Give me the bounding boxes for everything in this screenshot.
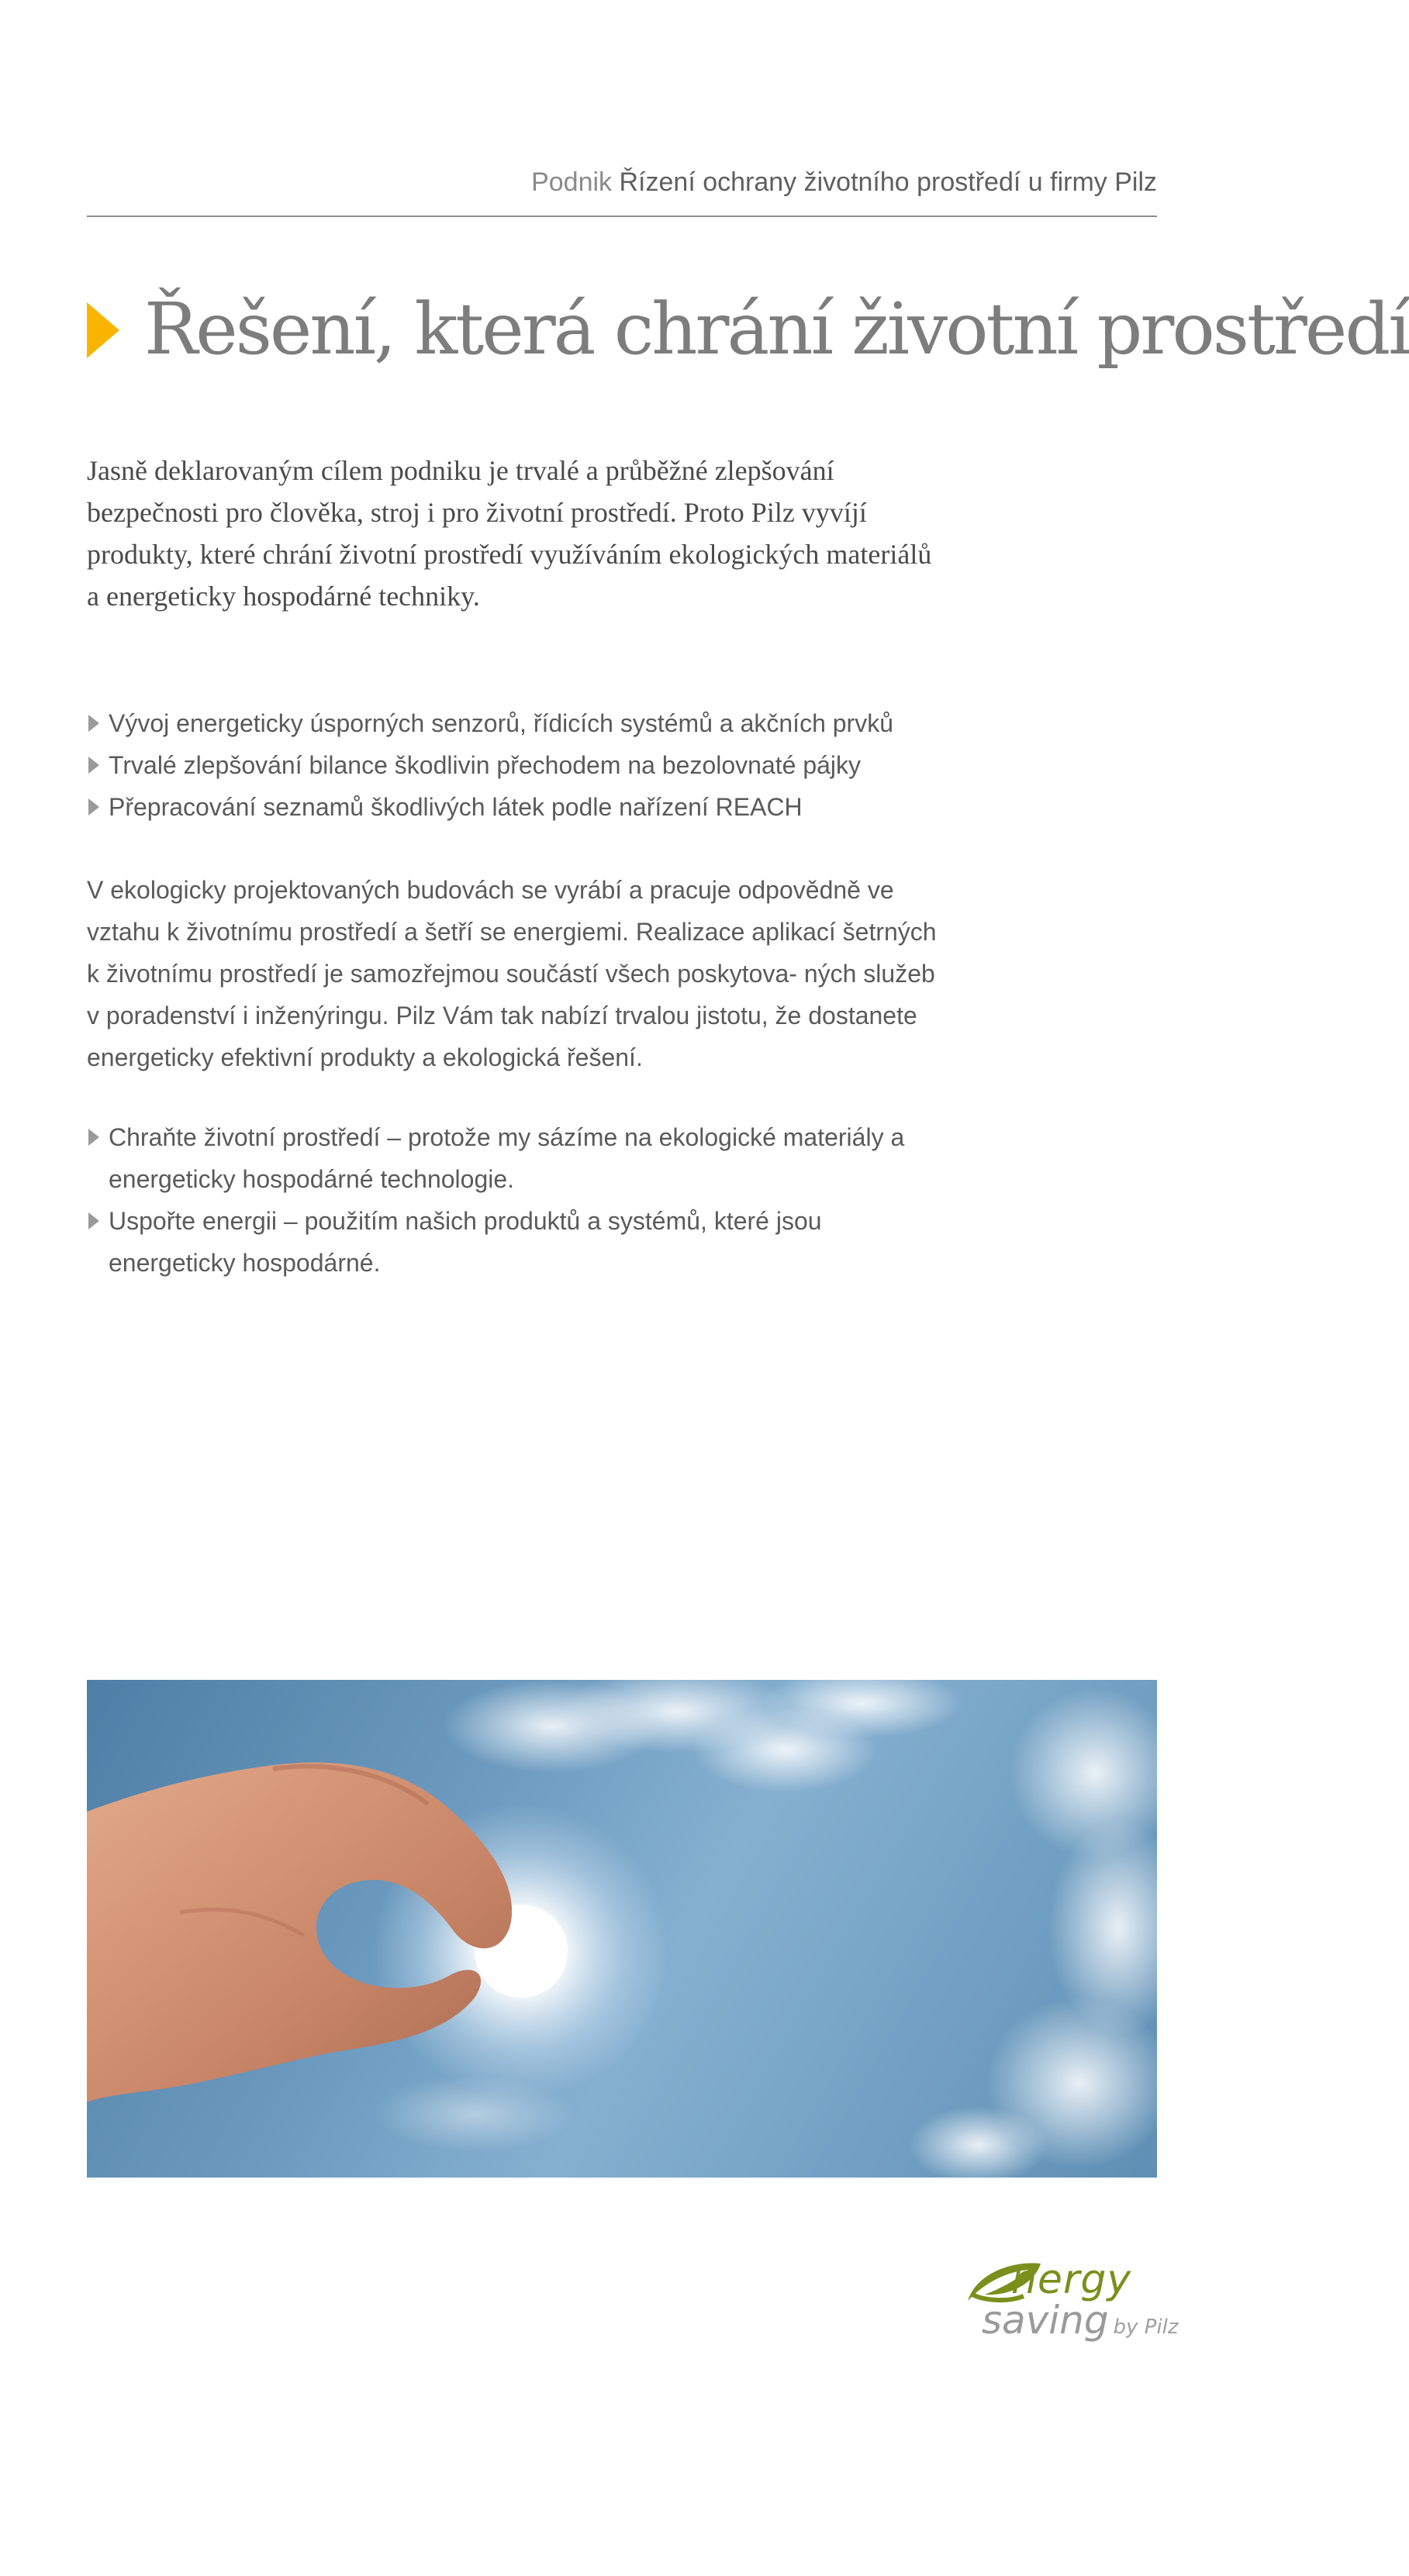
list-item bbox=[87, 1200, 955, 1284]
list-item bbox=[87, 786, 955, 828]
list-item-text: Uspořte energii – použitím našich produktů a systémů, které jsou energeticky hospodárné. bbox=[109, 1207, 822, 1277]
title-block bbox=[87, 279, 1409, 388]
header-section: Podnik bbox=[531, 167, 613, 197]
list-item bbox=[87, 702, 955, 744]
list-item bbox=[87, 1116, 955, 1200]
logo-word-saving bbox=[982, 2296, 1179, 2351]
header-divider bbox=[87, 216, 1157, 217]
bullet-arrow-icon bbox=[88, 798, 99, 816]
bullet-list-benefits bbox=[87, 1116, 955, 1284]
sky-illustration bbox=[87, 1680, 1157, 2178]
bullet-arrow-icon bbox=[88, 1129, 99, 1146]
list-item-text: Vývoj energeticky úsporných senzorů, řídicích systémů a akčních prvků bbox=[109, 709, 893, 737]
list-item-text: Přepracování seznamů škodlivých látek podle nařízení REACH bbox=[109, 793, 803, 821]
list-item bbox=[87, 744, 955, 786]
logo-word-energy: nergy bbox=[1011, 2257, 1132, 2303]
list-item-text: Chraňte životní prostředí – protože my sázíme na ekologické materiály a energeticky hospodárné technologie. bbox=[109, 1123, 905, 1193]
energy-saving-logo bbox=[962, 2256, 1186, 2357]
header-title: Řízení ochrany životního prostředí u firmy Pilz bbox=[619, 167, 1157, 197]
list-item-text: Trvalé zlepšování bilance škodlivin přechodem na bezolovnaté pájky bbox=[109, 751, 862, 779]
bullet-list-goals bbox=[87, 702, 955, 828]
title-arrow-icon bbox=[87, 302, 119, 358]
logo-saving-text: saving bbox=[982, 2298, 1109, 2343]
page-title: Řešení, která chrání životní prostředí bbox=[144, 288, 1409, 371]
logo-by-pilz: by Pilz bbox=[1113, 2316, 1179, 2339]
intro-paragraph: Jasně deklarovaným cílem podniku je trvalé a průběžné zlepšování bezpečnosti pro člověka, stroj i pro životní prostředí. Proto Pilz vyvíjí produkty, které chrání životní prostředí využíváním ekologických materiálů a energeticky hospodárné techniky. bbox=[87, 455, 932, 612]
bullet-arrow-icon bbox=[88, 1212, 99, 1229]
bullet-arrow-icon bbox=[88, 757, 99, 774]
hand-sun-photo bbox=[87, 1680, 1157, 2178]
page-header bbox=[87, 163, 1157, 202]
bullet-arrow-icon bbox=[88, 715, 99, 732]
body-paragraph: V ekologicky projektovaných budovách se vyrábí a pracuje odpovědně ve vztahu k životnímu prostředí a šetří se energiemi. Realizace aplikací šetrných k životnímu prostředí je samozřejmou součástí všech poskytova- ných služeb v poradenství i inženýringu. Pilz Vám tak nabízí trvalou jistotu, že dostanete energeticky efektivní produkty a ekologická řešení. bbox=[87, 876, 937, 1071]
